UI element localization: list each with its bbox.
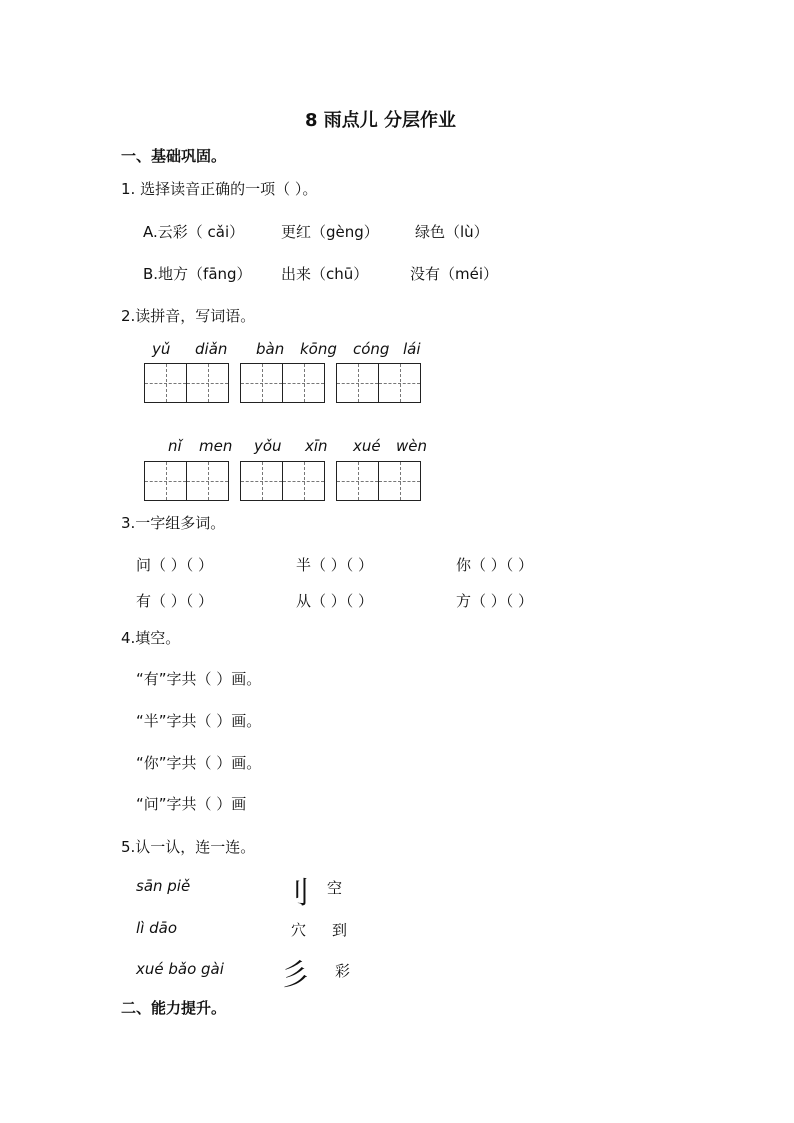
pinyin-label: cóng bbox=[353, 340, 390, 358]
pinyin-label: xīn bbox=[305, 437, 328, 455]
q3-prompt: 3.一字组多词。 bbox=[121, 514, 226, 532]
writing-grid[interactable] bbox=[336, 363, 421, 403]
match-character: 彩 bbox=[335, 962, 351, 980]
word-group-item: 问（ ）（ ） bbox=[136, 556, 214, 574]
q1-option-b-3: 没有（méi） bbox=[410, 265, 499, 283]
pinyin-label: yǒu bbox=[254, 437, 282, 455]
match-character: 空 bbox=[327, 879, 343, 897]
q2-prompt: 2.读拼音，写词语。 bbox=[121, 307, 256, 325]
writing-grid[interactable] bbox=[144, 363, 229, 403]
q4-prompt: 4.填空。 bbox=[121, 629, 181, 647]
q1-option-a-3: 绿色（lù） bbox=[415, 223, 489, 241]
pinyin-label: men bbox=[199, 437, 233, 455]
writing-cell[interactable] bbox=[282, 363, 325, 403]
word-group-item: 你（ ）（ ） bbox=[456, 556, 534, 574]
pinyin-label: wèn bbox=[396, 437, 428, 455]
q1-option-a-2: 更红（gèng） bbox=[281, 223, 379, 241]
page-title: 8 雨点儿 分层作业 bbox=[305, 110, 457, 131]
word-group-item: 从（ ）（ ） bbox=[296, 592, 374, 610]
writing-grid[interactable] bbox=[336, 461, 421, 501]
writing-cell[interactable] bbox=[336, 461, 379, 501]
q5-prompt: 5.认一认，连一连。 bbox=[121, 838, 256, 856]
radical-pinyin: lì dāo bbox=[136, 919, 177, 937]
writing-cell[interactable] bbox=[240, 363, 283, 403]
q1-option-b-2: 出来（chū） bbox=[281, 265, 369, 283]
writing-cell[interactable] bbox=[186, 363, 229, 403]
radical-glyph: 穴 bbox=[291, 921, 307, 939]
word-group-item: 有（ ）（ ） bbox=[136, 592, 214, 610]
word-group-item: 半（ ）（ ） bbox=[296, 556, 374, 574]
q1-option-b-1: B.地方（fāng） bbox=[143, 265, 252, 283]
radical-pinyin: xué bǎo gài bbox=[136, 960, 224, 978]
writing-cell[interactable] bbox=[378, 363, 421, 403]
pinyin-label: diǎn bbox=[195, 340, 228, 358]
pinyin-label: xué bbox=[353, 437, 381, 455]
writing-cell[interactable] bbox=[336, 363, 379, 403]
writing-grid[interactable] bbox=[144, 461, 229, 501]
word-group-item: 方（ ）（ ） bbox=[456, 592, 534, 610]
pinyin-label: nǐ bbox=[168, 437, 182, 455]
stroke-count-line: “你”字共（ ）画。 bbox=[136, 754, 262, 772]
radical-pinyin: sān piě bbox=[136, 877, 191, 895]
pinyin-label: bàn bbox=[256, 340, 285, 358]
writing-grid[interactable] bbox=[240, 363, 325, 403]
writing-cell[interactable] bbox=[378, 461, 421, 501]
section-basic-heading: 一、基础巩固。 bbox=[121, 147, 227, 165]
pinyin-label: kōng bbox=[300, 340, 337, 358]
writing-grid[interactable] bbox=[240, 461, 325, 501]
writing-cell[interactable] bbox=[144, 363, 187, 403]
stroke-count-line: “有”字共（ ）画。 bbox=[136, 670, 262, 688]
pinyin-label: yǔ bbox=[152, 340, 171, 358]
section-advanced-heading: 二、能力提升。 bbox=[121, 999, 227, 1017]
radical-glyph: 刂 bbox=[280, 876, 310, 911]
writing-cell[interactable] bbox=[282, 461, 325, 501]
writing-cell[interactable] bbox=[144, 461, 187, 501]
pinyin-label: lái bbox=[403, 340, 421, 358]
match-character: 到 bbox=[332, 921, 348, 939]
stroke-count-line: “问”字共（ ）画 bbox=[136, 795, 247, 813]
q1-option-a-1: A.云彩（ cǎi） bbox=[143, 223, 245, 241]
writing-cell[interactable] bbox=[240, 461, 283, 501]
q1-prompt: 1. 选择读音正确的一项（ ）。 bbox=[121, 180, 318, 198]
radical-glyph: 彡 bbox=[280, 958, 310, 993]
writing-cell[interactable] bbox=[186, 461, 229, 501]
stroke-count-line: “半”字共（ ）画。 bbox=[136, 712, 262, 730]
